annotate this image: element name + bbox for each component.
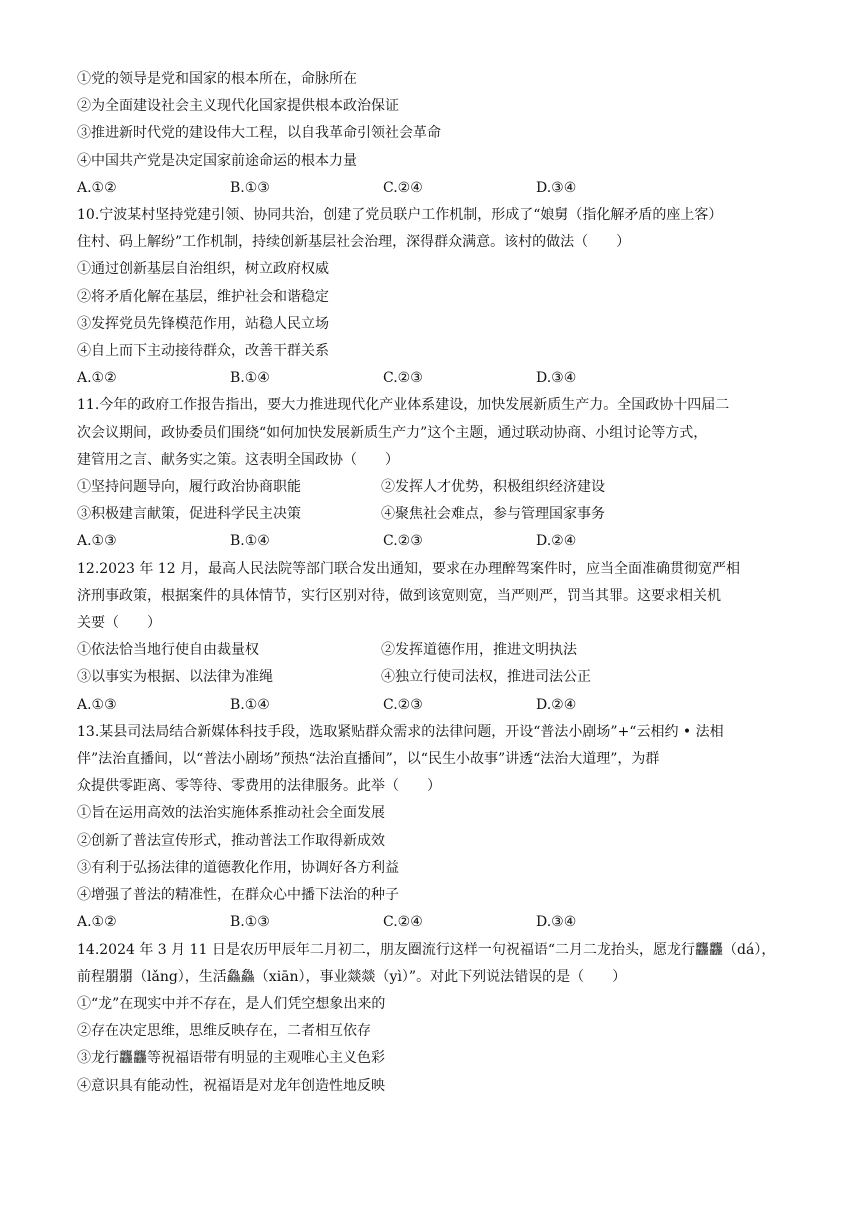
q13-option-d: D.③④ [536,914,577,931]
q12-option-a: A.①③ [77,696,117,713]
q12-option-d: D.②④ [536,696,577,713]
question-12 [77,556,797,719]
q13-option-b: B.①③ [230,914,270,931]
q10-item-1: ①通过创新基层自治组织，树立政府权威 [77,261,329,278]
question-10 [77,202,797,392]
q10-option-b: B.①④ [230,370,270,387]
q14-stem-line-2: 前程朤朤（lǎng），生活鱻鱻（xiān），事业燚燚（yì）”。对此下列说法错误的是（ ） [77,968,627,985]
q12-option-b: B.①④ [230,696,270,713]
q11-option-b: B.①④ [230,533,270,550]
q10-item-4: ④自上而下主动接待群众，改善干群关系 [77,343,329,360]
q14-item-1: ①“龙”在现实中并不存在，是人们凭空想象出来的 [77,995,386,1012]
q12-item-3: ③以事实为根据、以法律为准绳 [77,669,273,686]
exam-page [77,66,797,1100]
q14-item-4: ④意识具有能动性，祝福语是对龙年创造性地反映 [77,1077,385,1094]
q11-stem-line-2: 次会议期间，政协委员们围绕“如何加快发展新质生产力”这个主题，通过联动协商、小组讨论等方式， [77,424,708,441]
q12-item-2: ②发挥道德作用，推进文明执法 [381,642,577,659]
q10-option-d: D.③④ [536,370,577,387]
q13-item-3: ③有利于弘扬法律的道德教化作用，协调好各方利益 [77,859,399,876]
q10-option-c: C.②③ [383,370,423,387]
q13-stem-line-2: 伴”法治直播间，以“普法小剧场”预热“法治直播间”，以“民生小故事”讲透“法治大道理”，为群 [77,751,660,768]
q9-option-a: A.①② [77,179,117,196]
q10-stem-line-2: 住村、码上解纷”工作机制，持续创新基层社会治理，深得群众满意。该村的做法（ ） [77,234,631,251]
q9-item-2: ②为全面建设社会主义现代化国家提供根本政治保证 [77,98,399,115]
q9-options [77,175,797,202]
q11-options [77,528,797,555]
q11-option-d: D.②④ [536,533,577,550]
q11-stem-line-3: 建管用之言、献务实之策。这表明全国政协（ ） [77,451,399,468]
q11-items-row-2 [77,501,797,528]
q13-item-2: ②创新了普法宣传形式，推动普法工作取得新成效 [77,832,385,849]
q11-item-2: ②发挥人才优势，积极组织经济建设 [381,479,605,496]
q11-stem-line-1: 11.今年的政府工作报告指出，要大力推进现代化产业体系建设，加快发展新质生产力。全国政协十四届二 [77,397,730,414]
q11-item-3: ③积极建言献策，促进科学民主决策 [77,506,301,523]
question-13 [77,719,797,937]
q12-stem-line-2: 济刑事政策，根据案件的具体情节，实行区别对待，做到该宽则宽，当严则严，罚当其罪。这要求相关机 [77,587,721,604]
q11-option-a: A.①③ [77,533,117,550]
q14-stem-line-1: 14.2024 年 3 月 11 日是农历甲辰年二月初二，朋友圈流行这样一句祝福语“二月二龙抬头，愿龙行龘龘（dá）， [77,941,776,958]
q9-option-c: C.②④ [383,179,423,196]
q13-stem-line-3: 众提供零距离、零等待、零费用的法律服务。此举（ ） [77,778,441,795]
q12-stem-line-3: 关要（ ） [77,615,161,632]
q12-item-1: ①依法恰当地行使自由裁量权 [77,642,259,659]
q11-item-4: ④聚焦社会难点，参与管理国家事务 [381,506,605,523]
q9-option-b: B.①③ [230,179,270,196]
q12-items-row-1 [77,637,797,664]
q13-option-a: A.①② [77,914,117,931]
q12-option-c: C.②③ [383,696,423,713]
q13-item-1: ①旨在运用高效的法治实施体系推动社会全面发展 [77,805,385,822]
question-14 [77,937,797,1100]
q9-item-4: ④中国共产党是决定国家前途命运的根本力量 [77,152,357,169]
q11-item-1: ①坚持问题导向，履行政治协商职能 [77,479,301,496]
q13-stem-line-1: 13.某县司法局结合新媒体科技手段，选取紧贴群众需求的法律问题，开设“普法小剧场”+“云相约 • 法相 [77,723,724,740]
q13-option-c: C.②④ [383,914,423,931]
q12-options [77,692,797,719]
q12-items-row-2 [77,664,797,691]
question-11 [77,392,797,555]
q10-option-a: A.①② [77,370,117,387]
q9-item-3: ③推进新时代党的建设伟大工程，以自我革命引领社会革命 [77,125,441,142]
question-9 [77,66,797,202]
q14-item-3: ③龙行龘龘等祝福语带有明显的主观唯心主义色彩 [77,1050,385,1067]
q10-item-3: ③发挥党员先锋模范作用，站稳人民立场 [77,315,329,332]
q11-option-c: C.②③ [383,533,423,550]
q11-items-row-1 [77,474,797,501]
q13-options [77,909,797,936]
q9-option-d: D.③④ [536,179,577,196]
q10-stem-line-1: 10.宁波某村坚持党建引领、协同共治，创建了党员联户工作机制，形成了“娘舅（指化解矛盾的座上客） [77,207,723,224]
q14-item-2: ②存在决定思维，思维反映存在，二者相互依存 [77,1023,371,1040]
q9-item-1: ①党的领导是党和国家的根本所在，命脉所在 [77,71,357,87]
q12-item-4: ④独立行使司法权，推进司法公正 [381,669,591,686]
q10-item-2: ②将矛盾化解在基层，维护社会和谐稳定 [77,288,329,305]
q12-stem-line-1: 12.2023 年 12 月，最高人民法院等部门联合发出通知，要求在办理醉驾案件时，应当全面准确贯彻宽严相 [77,560,741,577]
q10-options [77,365,797,392]
q13-item-4: ④增强了普法的精准性，在群众心中播下法治的种子 [77,887,399,904]
